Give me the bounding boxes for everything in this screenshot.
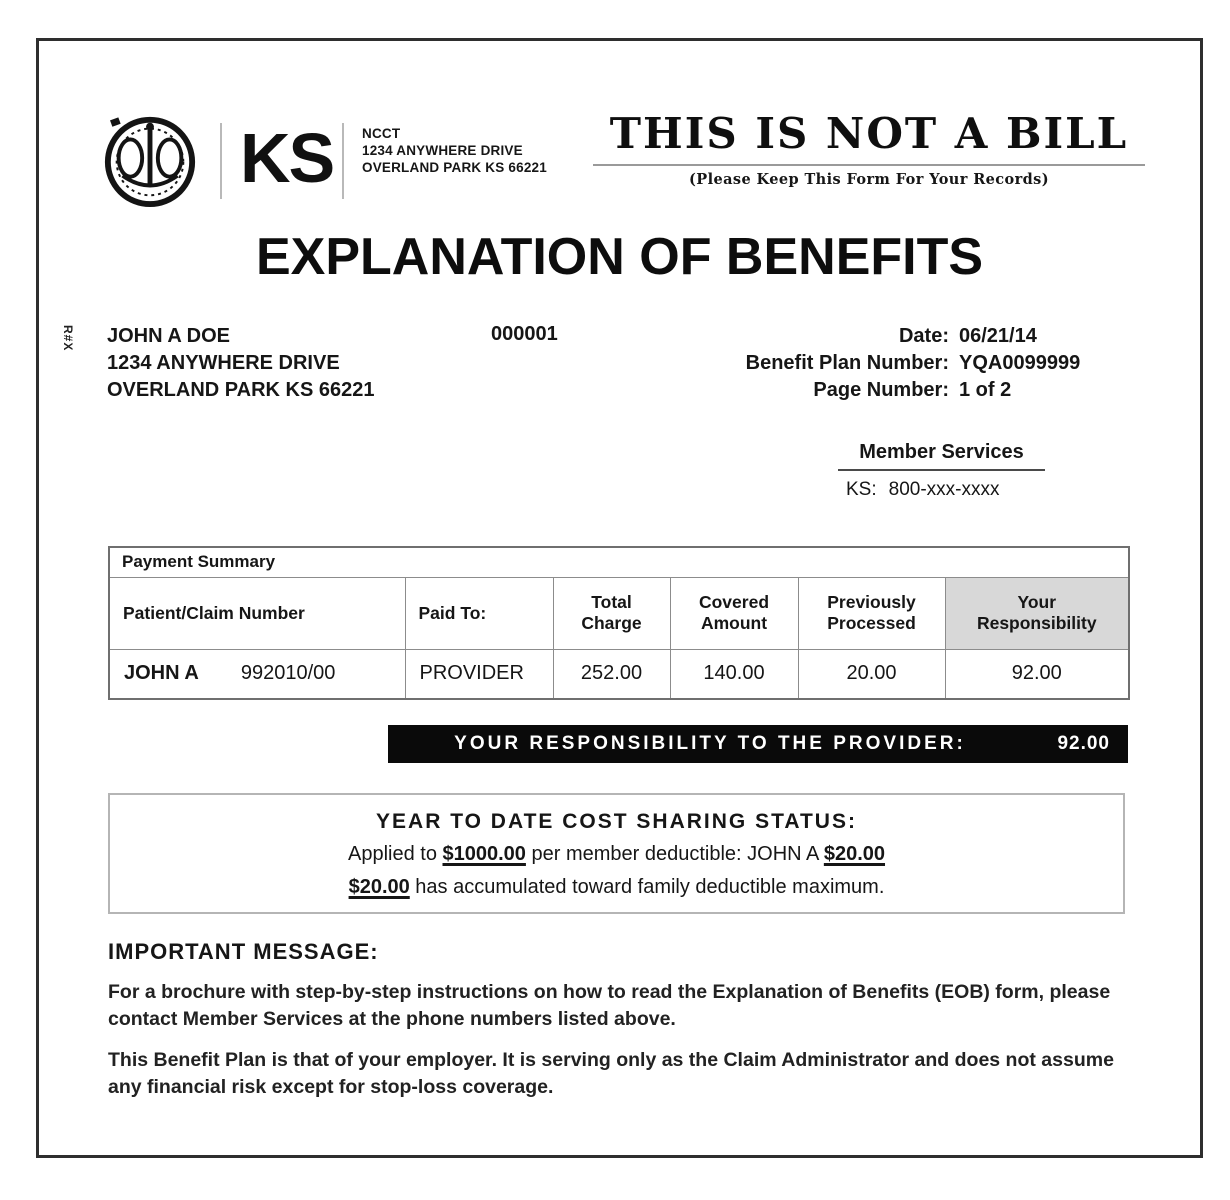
recipient-line: 1234 ANYWHERE DRIVE	[107, 352, 340, 374]
not-a-bill-heading: THIS IS NOT A BILL	[593, 109, 1145, 166]
phone-number: 800-xxx-xxxx	[888, 479, 1000, 500]
payment-summary-title-row	[109, 547, 1129, 577]
cell-your-responsibility: 92.00	[945, 649, 1129, 699]
responsibility-bar-label: YOUR RESPONSIBILITY TO THE PROVIDER:	[454, 733, 966, 754]
ytd-deductible-amount: $1000.00	[442, 843, 526, 865]
ytd-text: has accumulated toward family deductible maximum.	[409, 876, 885, 898]
payment-summary-header-row	[109, 577, 1129, 649]
phone-region-label: KS:	[846, 479, 877, 500]
cell-patient-claim	[109, 649, 405, 699]
col-covered-amount: Covered Amount	[670, 577, 798, 649]
col-previously-processed: Previously Processed	[798, 577, 945, 649]
meta-row-page-number	[679, 377, 1131, 404]
document-meta	[679, 323, 1131, 404]
header-divider	[342, 123, 344, 199]
payment-summary-title: Payment Summary	[109, 547, 1129, 577]
ytd-text: per member deductible: JOHN A	[525, 843, 824, 865]
ytd-text: Applied to	[347, 843, 443, 865]
meta-row-plan-number	[679, 350, 1131, 377]
recipient-line: OVERLAND PARK KS 66221	[107, 379, 375, 401]
ytd-applied-amount: $20.00	[823, 843, 886, 865]
ytd-cost-sharing-box	[108, 793, 1125, 914]
cell-total-charge: 252.00	[553, 649, 670, 699]
sender-line: NCCT	[362, 126, 401, 141]
meta-value: 1 of 2	[959, 379, 1012, 401]
meta-value: 06/21/14	[959, 325, 1037, 347]
header-divider	[220, 123, 222, 199]
recipient-address	[107, 323, 374, 404]
meta-value: YQA0099999	[959, 352, 1081, 374]
payment-summary-table	[108, 546, 1130, 700]
meta-label: Benefit Plan Number:	[745, 352, 949, 374]
sequence-number: 000001	[491, 323, 558, 345]
important-message-heading: IMPORTANT MESSAGE:	[108, 939, 379, 964]
cell-previously-processed: 20.00	[798, 649, 945, 699]
cell-paid-to: PROVIDER	[405, 649, 553, 699]
col-your-responsibility: Your Responsibility	[945, 577, 1129, 649]
ytd-line-2	[110, 874, 1123, 900]
cell-covered-amount: 140.00	[670, 649, 798, 699]
document-title: EXPLANATION OF BENEFITS	[255, 228, 984, 286]
responsibility-bar-amount: 92.00	[1057, 733, 1110, 754]
sender-address	[362, 125, 547, 176]
keep-records-note: (Please Keep This Form For Your Records)	[689, 171, 1049, 188]
ytd-family-amount: $20.00	[348, 876, 410, 898]
ytd-heading: YEAR TO DATE COST SHARING STATUS:	[376, 810, 857, 833]
meta-row-date	[679, 323, 1131, 350]
important-message-paragraph-1: For a brochure with step-by-step instructions on how to read the Explanation of Benefits (EOB) form, please contact Member Services at the phone numbers listed above.	[108, 981, 1111, 1030]
sender-line: 1234 ANYWHERE DRIVE	[362, 143, 523, 158]
patient-name: JOHN A	[124, 662, 199, 685]
document-page	[36, 38, 1203, 1158]
meta-label: Date:	[898, 325, 949, 347]
col-paid-to: Paid To:	[405, 577, 553, 649]
recipient-line: JOHN A DOE	[107, 325, 230, 347]
member-services-phone	[838, 479, 1045, 501]
responsibility-bar	[388, 725, 1128, 763]
member-services-block	[838, 441, 1045, 501]
member-services-title: Member Services	[838, 441, 1045, 471]
meta-label: Page Number:	[813, 379, 949, 401]
claim-number: 992010/00	[240, 662, 336, 685]
claim-row	[109, 649, 1129, 699]
col-patient-claim-number: Patient/Claim Number	[109, 577, 405, 649]
important-message-paragraph-2: This Benefit Plan is that of your employer. It is serving only as the Claim Administrator and does not assume any financial risk except for stop-loss coverage.	[108, 1049, 1114, 1098]
sender-line: OVERLAND PARK KS 66221	[362, 160, 547, 175]
important-message-section	[108, 939, 1122, 1101]
ytd-line-1	[110, 841, 1123, 867]
col-total-charge: Total Charge	[553, 577, 670, 649]
globe-emblem-logo	[101, 111, 199, 209]
mail-side-code: R#X	[61, 325, 75, 352]
brand-mark: KS	[240, 119, 334, 197]
not-a-bill-banner	[593, 109, 1145, 188]
